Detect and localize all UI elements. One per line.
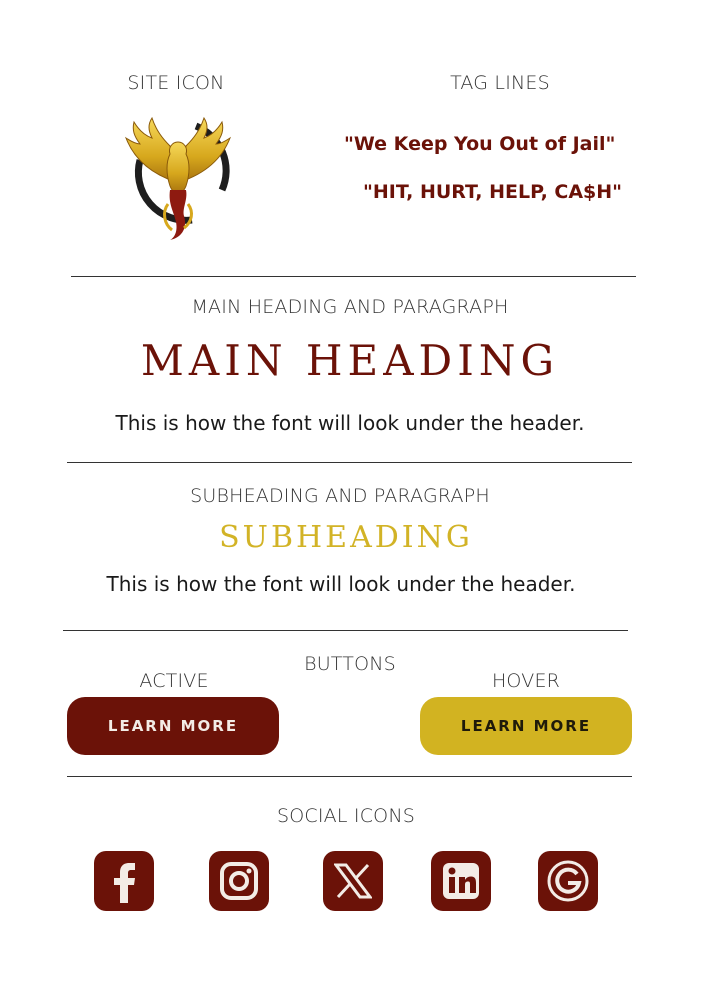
- learn-more-button-active[interactable]: LEARN MORE: [67, 697, 279, 755]
- google-icon[interactable]: [538, 851, 598, 911]
- divider: [67, 776, 632, 777]
- divider: [71, 276, 636, 277]
- hover-caption: HOVER: [491, 670, 561, 692]
- main-paragraph: This is how the font will look under the header.: [115, 411, 585, 435]
- social-icons-caption: SOCIAL ICONS: [276, 805, 415, 827]
- tag-lines-caption: TAG LINES: [450, 72, 550, 94]
- subheading-section-caption: SUBHEADING AND PARAGRAPH: [190, 485, 490, 507]
- learn-more-button-hover[interactable]: LEARN MORE: [420, 697, 632, 755]
- tagline-2: "HIT, HURT, HELP, CA$H": [363, 181, 623, 203]
- tagline-1: "We Keep You Out of Jail": [344, 133, 616, 155]
- main-heading-section-caption: MAIN HEADING AND PARAGRAPH: [191, 296, 509, 318]
- main-heading: MAIN HEADING: [140, 336, 560, 385]
- buttons-caption: BUTTONS: [304, 653, 396, 675]
- sub-paragraph: This is how the font will look under the header.: [106, 572, 576, 596]
- facebook-icon[interactable]: [94, 851, 154, 911]
- divider: [67, 462, 632, 463]
- sub-heading: SUBHEADING: [219, 520, 473, 555]
- active-caption: ACTIVE: [139, 670, 209, 692]
- linkedin-icon[interactable]: [431, 851, 491, 911]
- site-icon-caption: SITE ICON: [127, 72, 225, 94]
- x-icon[interactable]: [323, 851, 383, 911]
- divider: [63, 630, 628, 631]
- phoenix-logo: [118, 112, 238, 240]
- instagram-icon[interactable]: [209, 851, 269, 911]
